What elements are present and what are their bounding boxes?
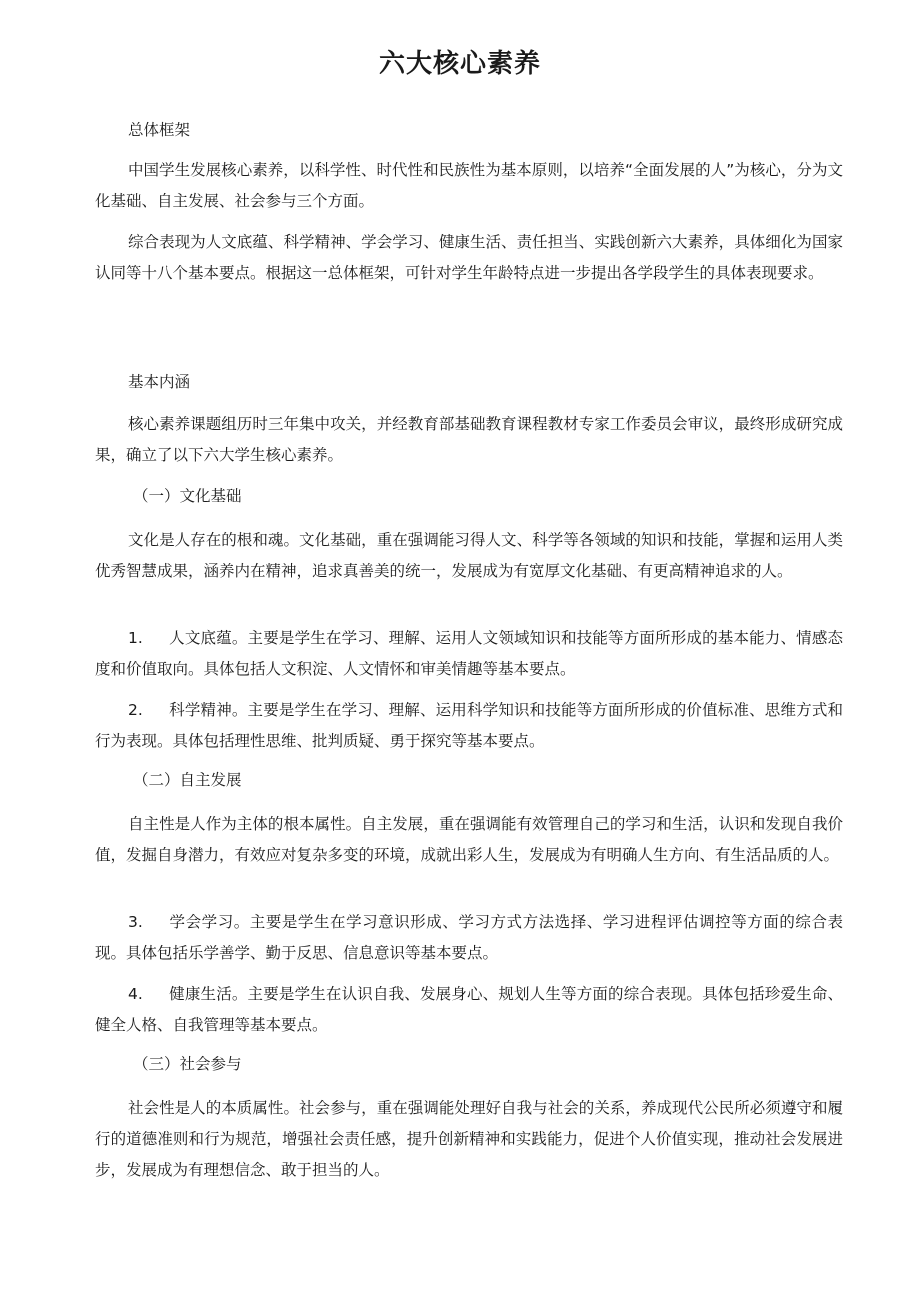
- society-heading: （三）社会参与: [133, 1055, 242, 1073]
- list-item-text: 人文底蕴。主要是学生在学习、理解、运用人文领域知识和技能等方面所形成的基本能力、情感态度和价值取向。具体包括人文积淀、人文情怀和审美情趣等基本要点。: [95, 629, 843, 678]
- culture-paragraph: 文化是人存在的根和魂。文化基础，重在强调能习得人文、科学等各领域的知识和技能，掌握和运用人类优秀智慧成果，涵养内在精神，追求真善美的统一，发展成为有宽厚文化基础、有更高精神追求的人。: [95, 531, 843, 580]
- list-item: [95, 979, 843, 1041]
- list-item-number: 2.: [128, 701, 143, 719]
- autonomy-paragraph: 自主性是人作为主体的根本属性。自主发展，重在强调能有效管理自己的学习和生活，认识和发现自我价值，发掘自身潜力，有效应对复杂多变的环境，成就出彩人生，发展成为有明确人生方向、有生活品质的人。: [95, 815, 843, 864]
- list-item-text: 科学精神。主要是学生在学习、理解、运用科学知识和技能等方面所形成的价值标准、思维方式和行为表现。具体包括理性思维、批判质疑、勇于探究等基本要点。: [95, 701, 843, 750]
- list-item-number: 4.: [128, 985, 143, 1003]
- connotation-heading: 基本内涵: [128, 373, 191, 391]
- society-paragraph: 社会性是人的本质属性。社会参与，重在强调能处理好自我与社会的关系，养成现代公民所必须遵守和履行的道德准则和行为规范，增强社会责任感，提升创新精神和实践能力，促进个人价值实现，推动社会发展进步，发展成为有理想信念、敢于担当的人。: [95, 1099, 843, 1179]
- list-item: [95, 623, 843, 685]
- document-title: 六大核心素养: [378, 49, 541, 79]
- list-item-number: 3.: [128, 913, 143, 931]
- list-item: [95, 907, 843, 969]
- list-item-text: 学会学习。主要是学生在学习意识形成、学习方式方法选择、学习进程评估调控等方面的综合表现。具体包括乐学善学、勤于反思、信息意识等基本要点。: [95, 913, 843, 962]
- culture-heading: （一）文化基础: [133, 487, 242, 505]
- autonomy-heading: （二）自主发展: [133, 771, 242, 789]
- list-item-number: 1.: [128, 629, 143, 647]
- framework-paragraph-1: 中国学生发展核心素养，以科学性、时代性和民族性为基本原则，以培养“全面发展的人”为核心，分为文化基础、自主发展、社会参与三个方面。: [95, 161, 843, 210]
- connotation-paragraph: 核心素养课题组历时三年集中攻关，并经教育部基础教育课程教材专家工作委员会审议，最终形成研究成果，确立了以下六大学生核心素养。: [95, 415, 843, 464]
- list-item: [95, 695, 843, 757]
- list-item-text: 健康生活。主要是学生在认识自我、发展身心、规划人生等方面的综合表现。具体包括珍爱生命、健全人格、自我管理等基本要点。: [95, 985, 843, 1034]
- framework-heading: 总体框架: [128, 121, 191, 139]
- framework-paragraph-2: 综合表现为人文底蕴、科学精神、学会学习、健康生活、责任担当、实践创新六大素养，具体细化为国家认同等十八个基本要点。根据这一总体框架，可针对学生年龄特点进一步提出各学段学生的具体表现要求。: [95, 233, 843, 282]
